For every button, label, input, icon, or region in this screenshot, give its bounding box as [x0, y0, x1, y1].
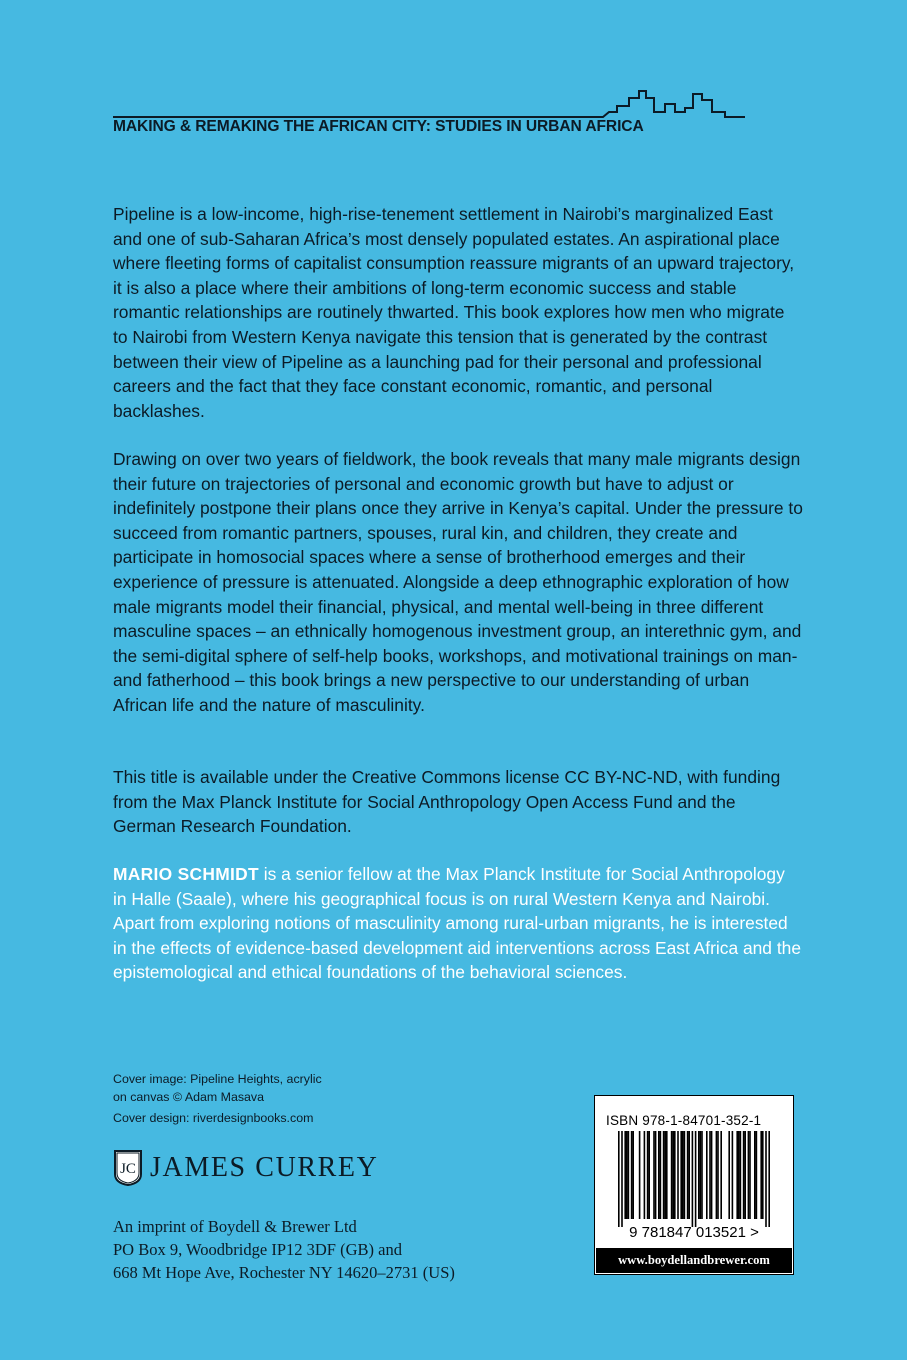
barcode-bar	[768, 1131, 770, 1227]
barcode-bar	[664, 1131, 666, 1219]
barcode-digits: 9 781847 013521 >	[629, 1224, 759, 1241]
jc-monogram-text: JC	[120, 1161, 136, 1177]
barcode-bar	[756, 1131, 758, 1219]
barcode-bar	[648, 1131, 650, 1219]
barcode-bar	[653, 1131, 655, 1219]
license-paragraph: This title is available under the Creative Commons license CC BY-NC-ND, with funding from the Max Planck Institute for Social Anthropology Open Access Fund and the German Research Foundation.	[113, 767, 781, 837]
barcode-bar	[706, 1131, 708, 1219]
author-bio	[113, 862, 803, 985]
barcode-bar	[688, 1131, 690, 1219]
barcode-bar	[626, 1131, 628, 1219]
barcode-bar	[680, 1131, 682, 1219]
barcode-bar	[632, 1131, 634, 1219]
barcode-bar	[728, 1131, 730, 1219]
barcode-bar	[732, 1131, 734, 1219]
address-line-1: An imprint of Boydell & Brewer Ltd	[113, 1217, 357, 1236]
cover-image-credit-line-2: on canvas © Adam Masava	[113, 1089, 265, 1104]
barcode-bar	[738, 1131, 740, 1219]
barcode-bar	[754, 1131, 756, 1219]
cover-credits	[113, 1071, 373, 1128]
author-bio-text: is a senior fellow at the Max Planck Institute for Social Anthropology in Halle (Saale), where his geographical focus is on rural Western Kenya and Nairobi. Apart from exploring notions of masculinity among rural-urban migrants, he is interested in the effects of evidence-based development aid interventions across East Africa and the epistemological and ethical foundations of the behavioral sciences.	[113, 864, 801, 983]
barcode-bar	[700, 1131, 702, 1219]
barcode-bar	[716, 1131, 718, 1219]
barcode-bar	[736, 1131, 738, 1219]
barcode-bar	[660, 1131, 662, 1219]
barcode-bar	[695, 1131, 697, 1227]
barcode-bar	[672, 1131, 674, 1219]
barcode-bar	[701, 1131, 703, 1219]
barcode-bar	[748, 1131, 750, 1219]
barcode-bar	[760, 1131, 762, 1219]
series-header	[113, 84, 745, 140]
barcode-bar	[628, 1131, 630, 1219]
barcode-bar	[687, 1131, 689, 1219]
barcode-bar	[621, 1131, 623, 1227]
barcode-bar	[663, 1131, 665, 1219]
isbn-barcode	[594, 1095, 794, 1275]
barcode-bar	[749, 1131, 751, 1219]
barcode-bar	[658, 1131, 660, 1219]
barcode-bar	[692, 1131, 694, 1227]
barcode-bar	[655, 1131, 657, 1219]
barcode-bar	[682, 1131, 684, 1219]
barcode-bar	[647, 1131, 649, 1219]
barcode-bar	[644, 1131, 646, 1219]
publisher-name: JAMES CURREY	[150, 1152, 379, 1183]
publisher-logo	[113, 1148, 413, 1188]
jc-monogram-icon	[113, 1150, 143, 1186]
address-line-2: PO Box 9, Woodbridge IP12 3DF (GB) and	[113, 1240, 402, 1259]
barcode-bar	[674, 1131, 676, 1219]
barcode-bar	[709, 1131, 711, 1219]
barcode-bar	[624, 1131, 626, 1219]
author-name: MARIO SCHMIDT	[113, 864, 259, 884]
barcode-bar	[720, 1131, 722, 1219]
publisher-website: www.boydellandbrewer.com	[596, 1248, 792, 1273]
barcode-bar	[677, 1131, 679, 1219]
barcode-bar	[639, 1131, 641, 1219]
address-line-3: 668 Mt Hope Ave, Rochester NY 14620–2731 (US)	[113, 1263, 455, 1282]
isbn-label: ISBN 978-1-84701-352-1	[606, 1113, 762, 1128]
barcode-bar	[765, 1131, 767, 1227]
barcode-bar	[743, 1131, 745, 1219]
barcode-bar	[762, 1131, 764, 1219]
series-title: MAKING & REMAKING THE AFRICAN CITY: STUDIES IN URBAN AFRICA	[113, 118, 644, 135]
publisher-address	[113, 1215, 455, 1284]
barcode-bar	[711, 1131, 713, 1219]
barcode-bar	[740, 1131, 742, 1219]
barcode-bar	[744, 1131, 746, 1219]
cover-design-credit: Cover design: riverdesignbooks.com	[113, 1111, 314, 1125]
barcode-bar	[666, 1131, 668, 1219]
barcode-bar	[684, 1131, 686, 1219]
barcode-bar	[671, 1131, 673, 1219]
cover-image-credit-line-1: Cover image: Pipeline Heights, acrylic	[113, 1072, 322, 1086]
barcode-bar	[618, 1131, 620, 1227]
barcode-bar	[631, 1131, 633, 1219]
barcode-bar	[698, 1131, 700, 1219]
barcode-graphic	[600, 1131, 788, 1241]
blurb-paragraph-2: Drawing on over two years of fieldwork, the book reveals that many male migrants design their future on trajectories of personal and economic growth but have to adjust or indefinitely postpone their plans once they arrive in Kenya’s capital. Under the pressure to succeed from romantic partners, spouses, rural kin, and children, they create and participate in homosocial spaces where a sense of brotherhood emerges and their experience of pressure is attenuated. Alongside a deep ethnographic exploration of how male migrants model their financial, physical, and mental well-being in three different masculine spaces – an ethnically homogenous investment group, an interethnic gym, and the semi-digital sphere of self-help books, workshops, and motivational trainings on man- and fatherhood – this book brings a new perspective to our understanding of urban African life and the nature of masculinity.	[113, 449, 803, 715]
blurb-paragraph-1: Pipeline is a low-income, high-rise-tenement settlement in Nairobi’s marginalized East and one of sub-Saharan Africa’s most densely populated estates. An aspirational place where fleeting forms of capitalist consumption reassure migrants of an upward trajectory, it is also a place where their ambitions of long-term economic success and stable romantic relationships are routinely thwarted. This book explores how men who migrate to Nairobi from Western Kenya navigate this tension that is generated by the contrast between their view of Pipeline as a launching pad for their personal and professional careers and the fact that they face constant economic, romantic, and personal backlashes.	[113, 204, 795, 421]
barcode-bar	[717, 1131, 719, 1219]
